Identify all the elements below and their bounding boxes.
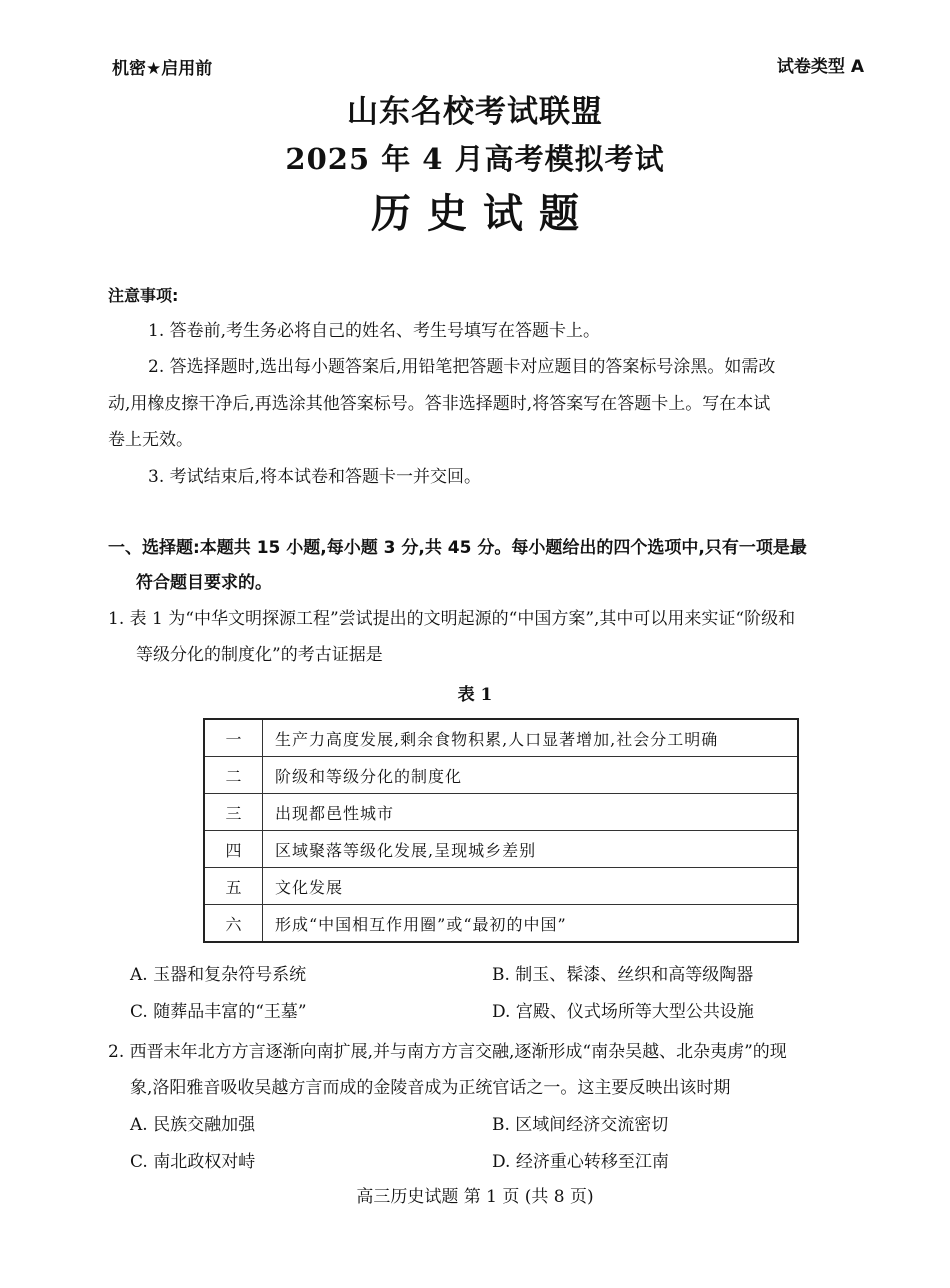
- q1-stem-line-2: 等级分化的制度化”的考古证据是: [136, 645, 383, 665]
- section-1-heading-line-2: 符合题目要求的。: [136, 573, 272, 593]
- table-row-num: 三: [204, 794, 263, 831]
- table-row: [204, 794, 798, 831]
- notice-heading: 注意事项:: [108, 286, 179, 305]
- table-row: [204, 757, 798, 794]
- table-row: [204, 905, 798, 943]
- table-row-text: 出现都邑性城市: [263, 794, 799, 831]
- q1-option-b: B. 制玉、髹漆、丝织和高等级陶器: [492, 965, 754, 985]
- table-row: [204, 868, 798, 905]
- table-row-num: 一: [204, 719, 263, 757]
- notice-item-2-line-2: 动,用橡皮擦干净后,再选涂其他答案标号。答非选择题时,将答案写在答题卡上。写在本试: [108, 394, 771, 414]
- table-row-text: 文化发展: [263, 868, 799, 905]
- q2-stem-line-2: 象,洛阳雅音吸收吴越方言而成的金陵音成为正统官话之一。这主要反映出该时期: [130, 1078, 731, 1098]
- q1-stem-line-1: 1. 表 1 为“中华文明探源工程”尝试提出的文明起源的“中国方案”,其中可以用来实证“阶级和: [108, 609, 796, 629]
- title-exam: 2025 年 4 月高考模拟考试: [285, 142, 665, 176]
- paper-type-label: 试卷类型 A: [776, 57, 864, 77]
- table-row: [204, 719, 798, 757]
- civilization-table: [203, 718, 799, 943]
- table-row-text: 区域聚落等级化发展,呈现城乡差别: [263, 831, 799, 868]
- table-row-num: 五: [204, 868, 263, 905]
- q1-option-d: D. 宫殿、仪式场所等大型公共设施: [492, 1002, 754, 1022]
- confidential-label: 机密★启用前: [112, 59, 213, 79]
- q2-option-d: D. 经济重心转移至江南: [492, 1152, 669, 1172]
- notice-item-2-line-3: 卷上无效。: [108, 430, 193, 450]
- notice-item-3: 3. 考试结束后,将本试卷和答题卡一并交回。: [148, 467, 482, 487]
- table-row-num: 六: [204, 905, 263, 943]
- q2-option-b: B. 区域间经济交流密切: [492, 1115, 669, 1135]
- table-row-text: 形成“中国相互作用圈”或“最初的中国”: [263, 905, 799, 943]
- table-row-num: 四: [204, 831, 263, 868]
- title-alliance: 山东名校考试联盟: [347, 94, 603, 130]
- page-footer: 高三历史试题 第 1 页 (共 8 页): [356, 1187, 594, 1207]
- q2-option-c: C. 南北政权对峙: [130, 1152, 256, 1172]
- table-row-num: 二: [204, 757, 263, 794]
- q1-option-a: A. 玉器和复杂符号系统: [130, 965, 307, 985]
- title-subject: 历史试题: [371, 190, 595, 237]
- q2-option-a: A. 民族交融加强: [130, 1115, 256, 1135]
- q2-stem-line-1: 2. 西晋末年北方方言逐渐向南扩展,并与南方方言交融,逐渐形成“南杂吴越、北杂夷虏”的现: [108, 1042, 787, 1062]
- notice-item-1: 1. 答卷前,考生务必将自己的姓名、考生号填写在答题卡上。: [148, 321, 601, 341]
- table-row-text: 阶级和等级分化的制度化: [263, 757, 799, 794]
- q1-option-c: C. 随葬品丰富的“王墓”: [130, 1002, 307, 1022]
- table-caption: 表 1: [457, 685, 493, 705]
- section-1-heading: 一、选择题:本题共 15 小题,每小题 3 分,共 45 分。每小题给出的四个选项中,只有一项是最: [108, 538, 807, 558]
- table-row-text: 生产力高度发展,剩余食物积累,人口显著增加,社会分工明确: [263, 719, 799, 757]
- table-row: [204, 831, 798, 868]
- notice-item-2-line-1: 2. 答选择题时,选出每小题答案后,用铅笔把答题卡对应题目的答案标号涂黑。如需改: [148, 357, 776, 377]
